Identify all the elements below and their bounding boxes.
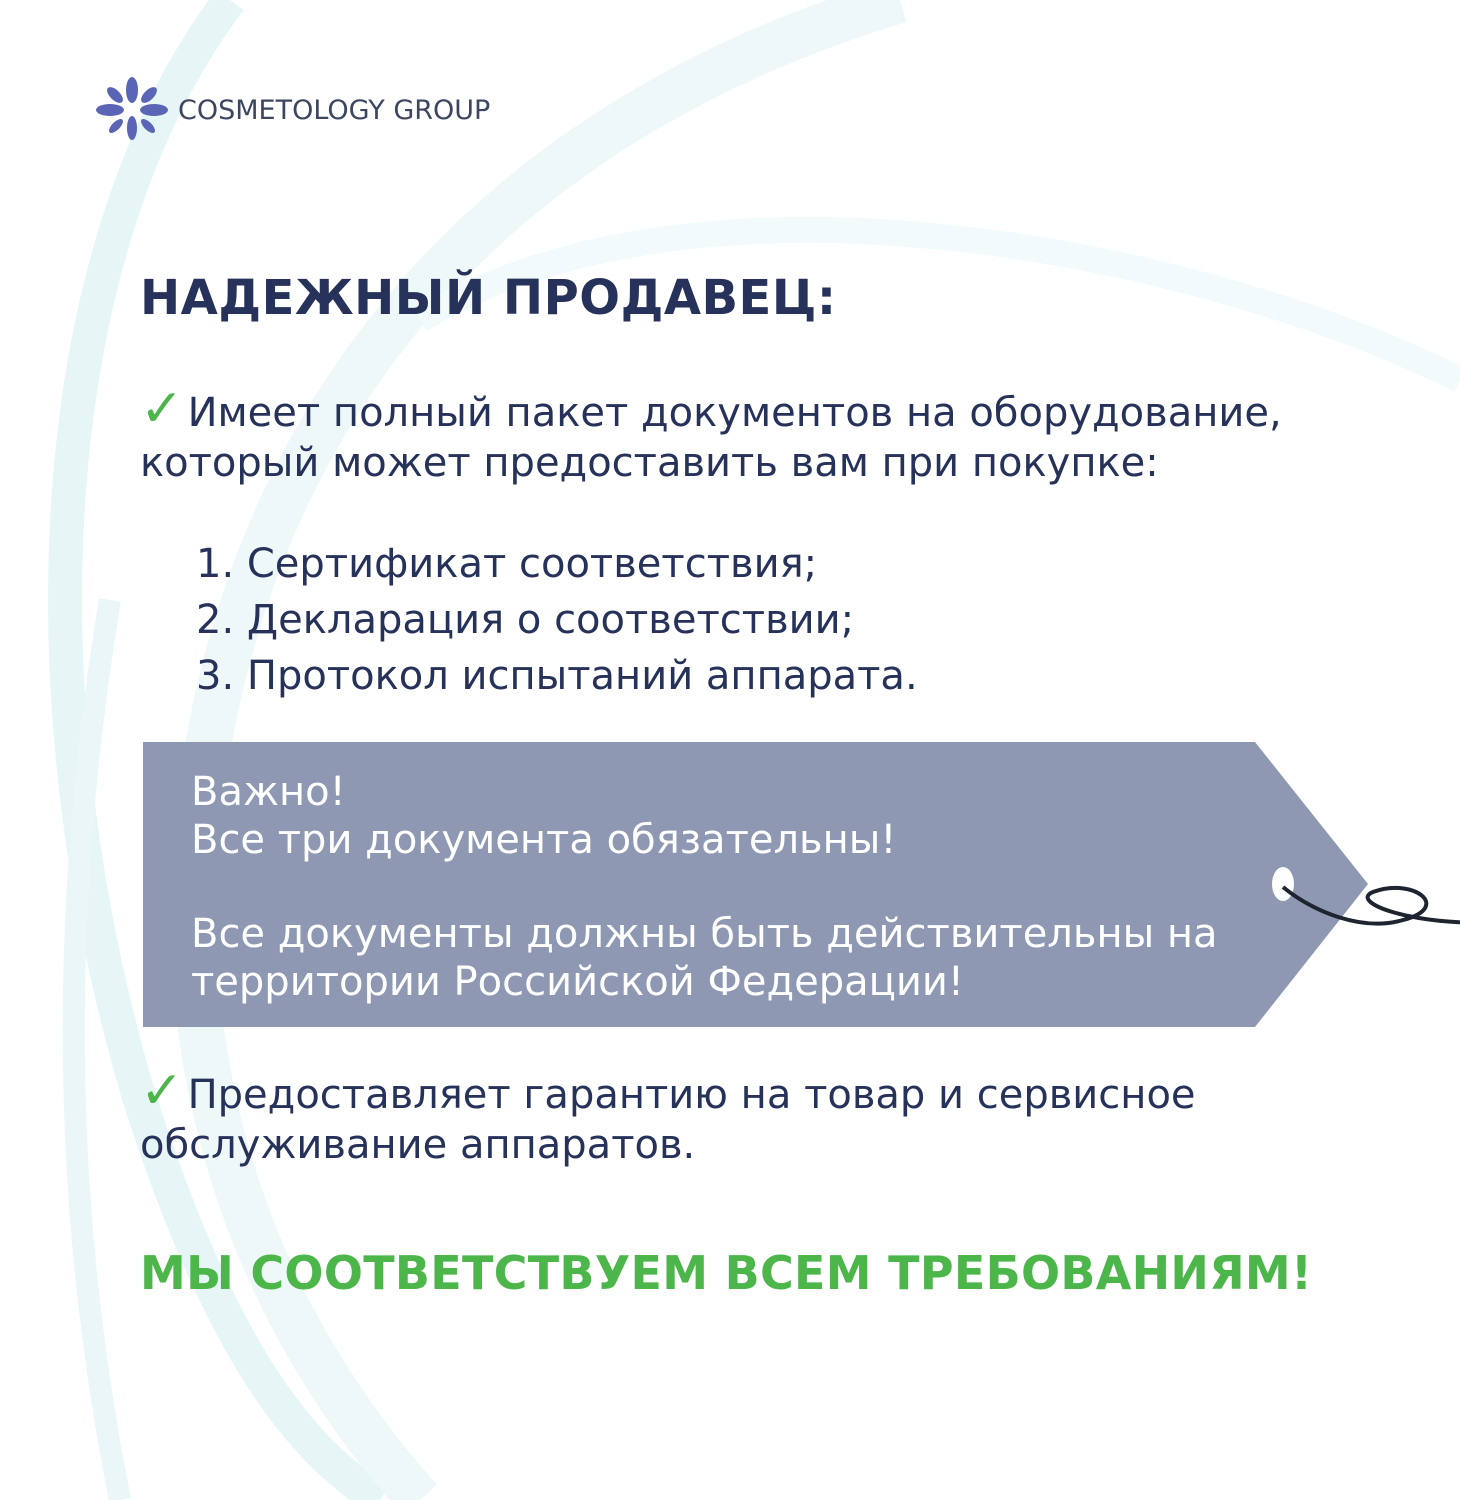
check-icon: ✓: [140, 1061, 184, 1121]
notice-tag: [143, 742, 1373, 1027]
point-warranty: [140, 1061, 1420, 1170]
flower-icon: [96, 76, 168, 144]
documents-list: [196, 536, 918, 704]
notice-line-2: Все документы должны быть действительны на территории Российской Федерации!: [191, 911, 1218, 1005]
notice-line-1: Все три документа обязательны!: [191, 817, 897, 863]
notice-title: Важно!: [191, 769, 346, 815]
tagline: МЫ СООТВЕТСТВУЕМ ВСЕМ ТРЕБОВАНИЯМ!: [140, 1246, 1313, 1300]
point-text: Имеет полный пакет документов на оборудование, который может предоставить вам при покупке:: [140, 390, 1282, 486]
brand-logo: [96, 76, 490, 144]
page-title: НАДЕЖНЫЙ ПРОДАВЕЦ:: [140, 270, 837, 326]
list-item: 2. Декларация о соответствии;: [196, 597, 855, 643]
list-item: 3. Протокол испытаний аппарата.: [196, 653, 918, 699]
point-documents: [140, 379, 1420, 488]
point-text: Предоставляет гарантию на товар и сервисное обслуживание аппаратов.: [140, 1072, 1196, 1168]
brand-name: COSMETOLOGY GROUP: [178, 94, 491, 126]
tag-string-icon: [1253, 852, 1460, 992]
check-icon: ✓: [140, 379, 184, 439]
list-item: 1. Сертификат соответствия;: [196, 541, 818, 587]
notice-text: [191, 768, 1271, 1006]
